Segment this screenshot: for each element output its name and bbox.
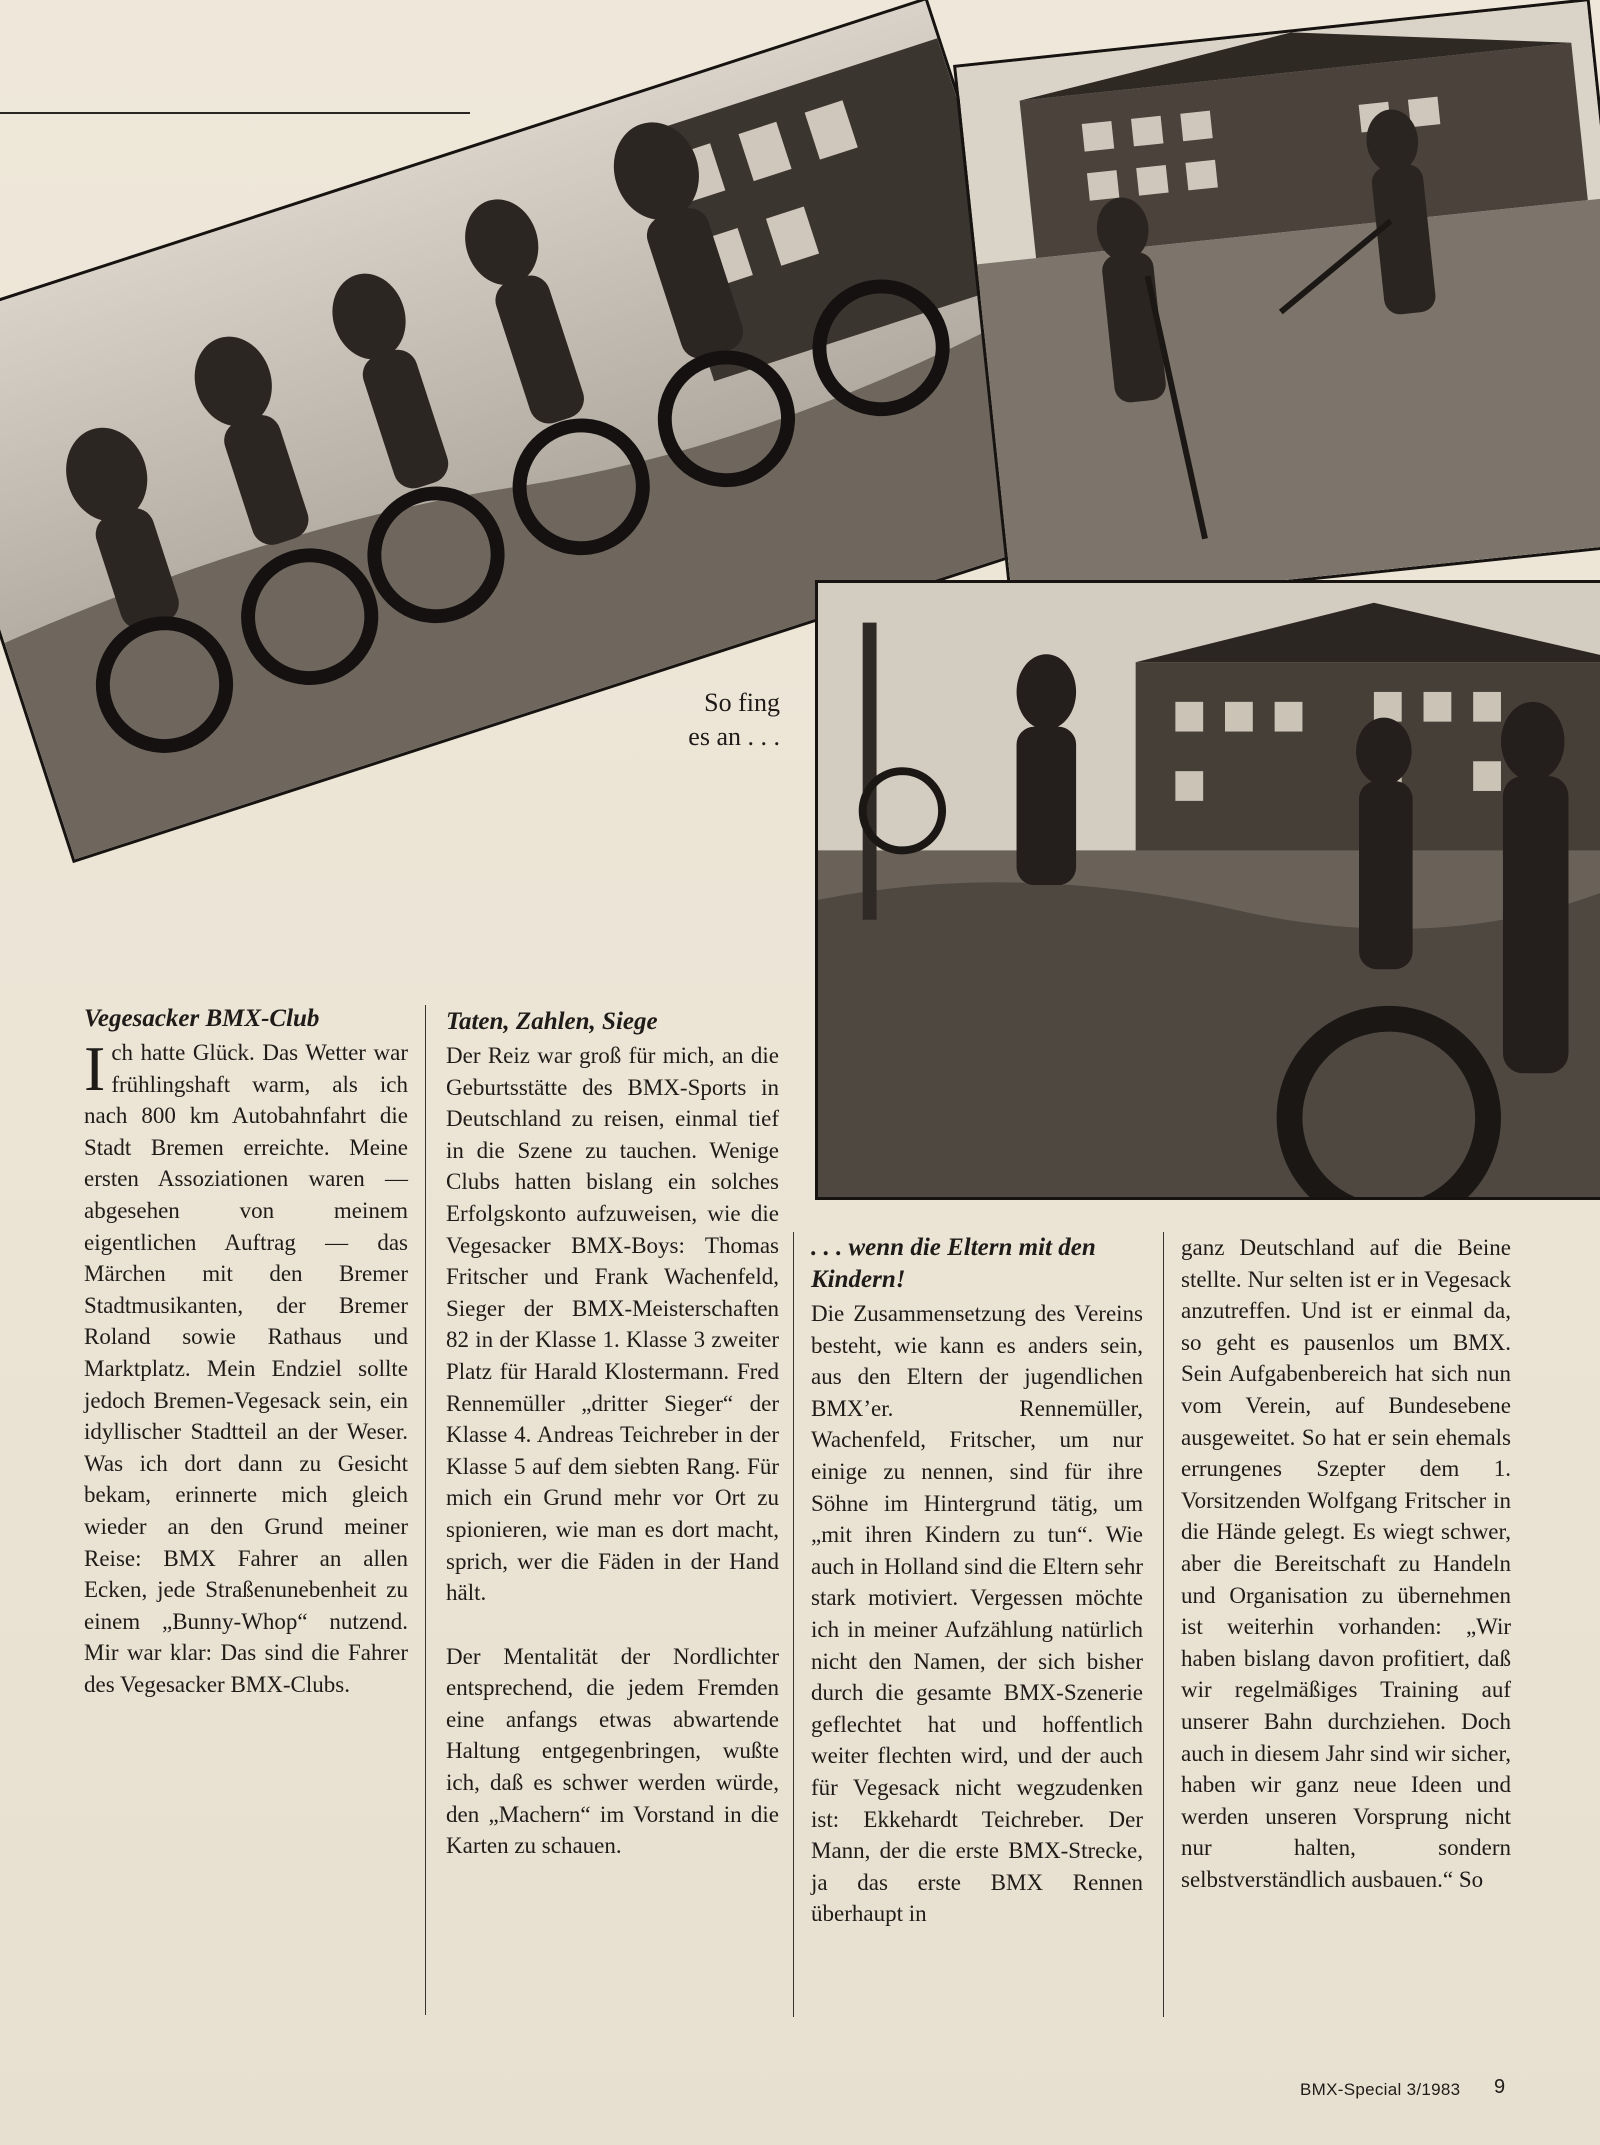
article-column-4 (1181, 1232, 1511, 1895)
column-1-text: ch hatte Glück. Das Wetter war frühlingshaft warm, als ich nach 800 km Autobahnfahrt die Stadt Bremen erreichte. Meine ersten Assoziationen waren — abgesehen von meinem eigentlichen Auftrag — das Märchen mit den Bremer Stadtmusikanten, der Bremer Roland sowie Rathaus und Marktplatz. Mein Endziel sollte jedoch Bremen-Vegesack sein, ein idyllischer Stadtteil an der Weser. Was ich dort dann zu Gesicht bekam, erinnerte mich gleich wieder an den Grund meiner Reise: BMX Fahrer an allen Ecken, jede Straßenunebenheit zu einem „Bunny-Whop“ nutzend. Mir war klar: Das sind die Fahrer des Vegesacker BMX-Clubs. (84, 1040, 408, 1697)
column-1-paragraph (84, 1033, 408, 1700)
top-rule (0, 112, 470, 114)
column-2-paragraph-1: Der Reiz war groß für mich, an die Geburtsstätte des BMX-Sports in Deutschland zu reisen, einmal tief in die Szene zu tauchen. Wenige Clubs hatten bislang ein solches Erfolgskonto aufzuweisen, wie die Vegesacker BMX-Boys: Thomas Fritscher und Frank Wachenfeld, Sieger der BMX-Meisterschaften 82 in der Klasse 1. Klasse 3 zweiter Platz für Harald Klostermann. Fred Rennemüller „dritter Sieger“ der Klasse 4. Andreas Teichreber in der Klasse 5 auf dem siebten Rang. Für mich ein Grund mehr vor Ort zu spionieren, wie man es dort macht, sprich, wer die Fäden in der Hand hält. (446, 1043, 779, 1606)
article-column-2 (446, 1006, 779, 1862)
column-2-paragraph-2: Der Mentalität der Nordlichter entsprechend, die jedem Fremden eine anfangs etwas abwartende Haltung entgegenbringen, wußte ich, daß es schwer werden würde, den „Machern“ im Vorstand in die Karten zu schauen. (446, 1643, 779, 1859)
photo-digging-illustration (818, 583, 1600, 1197)
section-heading-eltern: . . . wenn die Eltern mit den Kindern! (811, 1234, 1096, 1293)
column-divider-2 (793, 1232, 794, 2017)
column-divider-3 (1163, 1232, 1164, 2017)
photo-raking-illustration (956, 1, 1600, 608)
photo-caption (640, 686, 780, 754)
column-4-text: ganz Deutschland auf die Beine stellte. Nur selten ist er in Vegesack anzutreffen. Und ist er einmal da, so geht es pausenlos um BMX. Sein Aufgabenbereich hat sich nun vom Verein, auf Bundesebene ausgeweitet. So hat er sein ehemals errungenes Szepter dem 1. Vorsitzenden Wolfgang Fritscher in die Hände gelegt. Es wiegt schwer, aber die Bereitschaft zu Handeln und Organisation zu übernehmen ist weiterhin vorhanden: „Wir haben bislang davon profitiert, daß wir regelmäßiges Training auf unserer Bahn durchziehen. Doch auch in diesem Jahr sind wir sicher, haben wir ganz neue Ideen und werden unseren Vorsprung nicht nur halten, sondern selbstverständlich ausbauen.“ So (1181, 1235, 1511, 1892)
caption-line-1: So fing (704, 688, 780, 717)
photo-raking-field (953, 0, 1600, 612)
column-3-text: Die Zusammensetzung des Vereins besteht, wie kann es anders sein, aus den Eltern der jugendlichen BMX’er. Rennemüller, Wachenfeld, Fritscher, um nur einige zu nennen, sind für ihre Söhne im Hintergrund tätig, um „mit ihren Kindern zu tun“. Wie auch in Holland sind die Eltern sehr stark motiviert. Vergessen möchte ich in meiner Aufzählung natürlich nicht den Namen, der sich bisher durch die gesamte BMX-Szenerie geflechtet hat und hoffentlich weiter flechten wird, und der auch für Vegesack nicht wegzudenken ist: Ekkehardt Teichreber. Der Mann, der die erste BMX-Strecke, ja das erste BMX Rennen überhaupt in (811, 1301, 1143, 1927)
footer-page-number: 9 (1494, 2076, 1506, 2098)
article-column-1 (84, 1003, 408, 1700)
caption-line-2: es an . . . (688, 722, 780, 751)
section-heading-vegesacker: Vegesacker BMX-Club (84, 1005, 320, 1032)
article-column-3 (811, 1232, 1143, 1930)
section-heading-taten: Taten, Zahlen, Siege (446, 1008, 658, 1035)
column-divider-1 (425, 1005, 426, 2015)
drop-cap: I (84, 1033, 106, 1104)
footer-magazine: BMX-Special 3/1983 (1300, 2080, 1461, 2099)
photo-digging-track (815, 580, 1600, 1200)
